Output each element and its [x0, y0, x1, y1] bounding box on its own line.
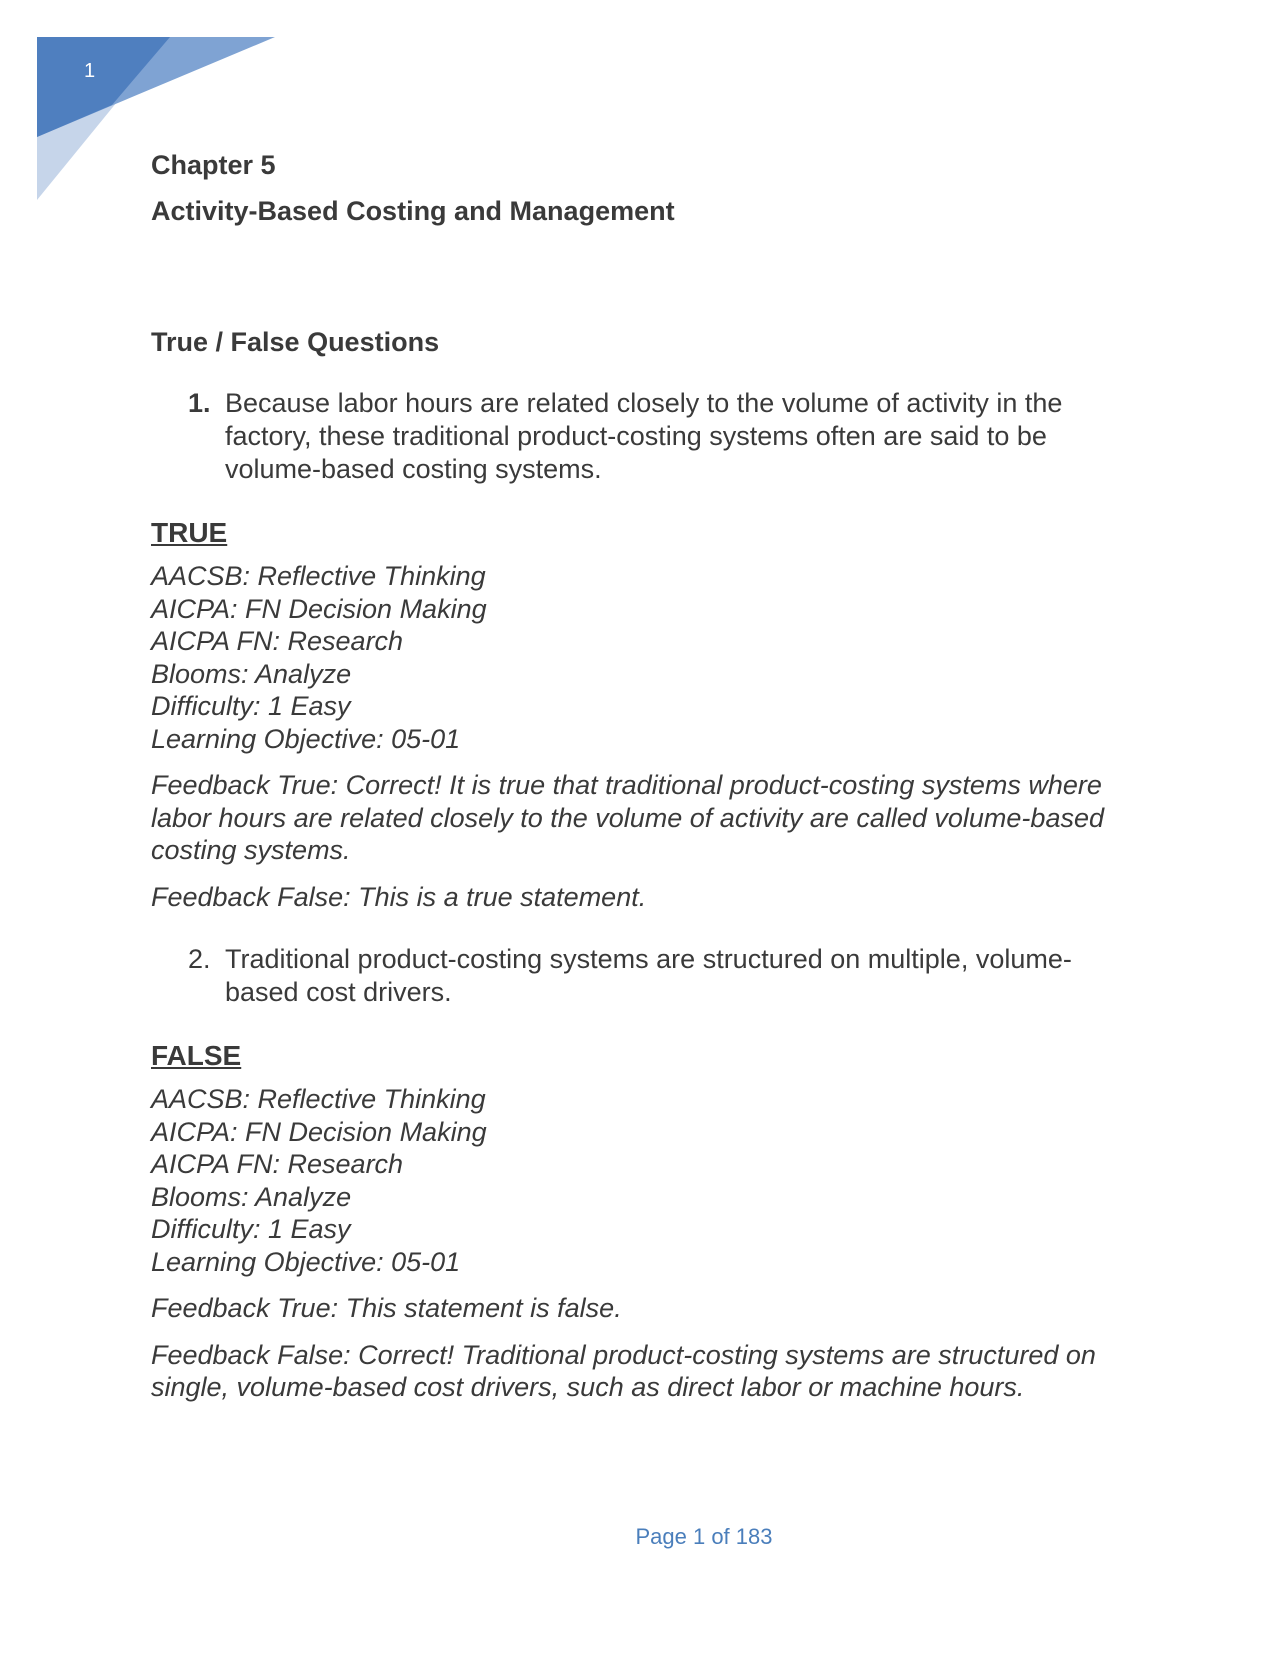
- meta-learning-objective: Learning Objective: 05-01: [151, 1246, 461, 1277]
- meta-blooms: Blooms: Analyze: [151, 658, 352, 689]
- meta-aicpa-fn: AICPA FN: Research: [151, 1149, 404, 1179]
- document-body: [151, 148, 1121, 1404]
- question-number: 2.: [188, 944, 211, 974]
- feedback-true: Feedback True: This statement is false.: [151, 1293, 622, 1323]
- page-counter: Page 1 of 183: [635, 1524, 773, 1549]
- section-title: True / False Questions: [151, 327, 440, 357]
- meta-aicpa: AICPA: FN Decision Making: [151, 1116, 487, 1147]
- question-2: [188, 943, 1121, 1009]
- question-text: Traditional product-costing systems are structured on multiple, volume-based cost drivers.: [225, 944, 1072, 1007]
- meta-aicpa-fn: AICPA FN: Research: [151, 626, 404, 656]
- feedback-false: Feedback False: Correct! Traditional product-costing systems are structured on single, volume-based cost drivers, such as direct labor or machine hours.: [151, 1339, 1096, 1402]
- page-footer: [0, 1524, 1280, 1550]
- meta-difficulty: Difficulty: 1 Easy: [151, 1214, 351, 1244]
- meta-blooms: Blooms: Analyze: [151, 1181, 352, 1212]
- meta-aacsb: AACSB: Reflective Thinking: [151, 561, 486, 591]
- answer-label: TRUE: [151, 517, 228, 548]
- meta-aacsb: AACSB: Reflective Thinking: [151, 1084, 486, 1114]
- feedback-false: Feedback False: This is a true statement.: [151, 881, 647, 912]
- question-1: [188, 387, 1121, 486]
- chapter-label: Chapter 5: [151, 150, 276, 180]
- meta-learning-objective: Learning Objective: 05-01: [151, 723, 461, 754]
- question-metadata: [151, 560, 1121, 755]
- meta-aicpa: AICPA: FN Decision Making: [151, 593, 487, 624]
- corner-page-number: 1: [84, 60, 96, 82]
- answer-label: FALSE: [151, 1040, 242, 1071]
- feedback-true: Feedback True: Correct! It is true that traditional product-costing systems where labor hours are related closely to the volume of activity are called volume-based costing systems.: [151, 770, 1104, 865]
- question-number: 1.: [188, 388, 211, 418]
- chapter-title: Activity-Based Costing and Management: [151, 196, 675, 226]
- question-metadata: [151, 1083, 1121, 1278]
- meta-difficulty: Difficulty: 1 Easy: [151, 691, 351, 721]
- question-text: Because labor hours are related closely to the volume of activity in the factory, these traditional product-costing systems often are said to be volume-based costing systems.: [225, 388, 1063, 484]
